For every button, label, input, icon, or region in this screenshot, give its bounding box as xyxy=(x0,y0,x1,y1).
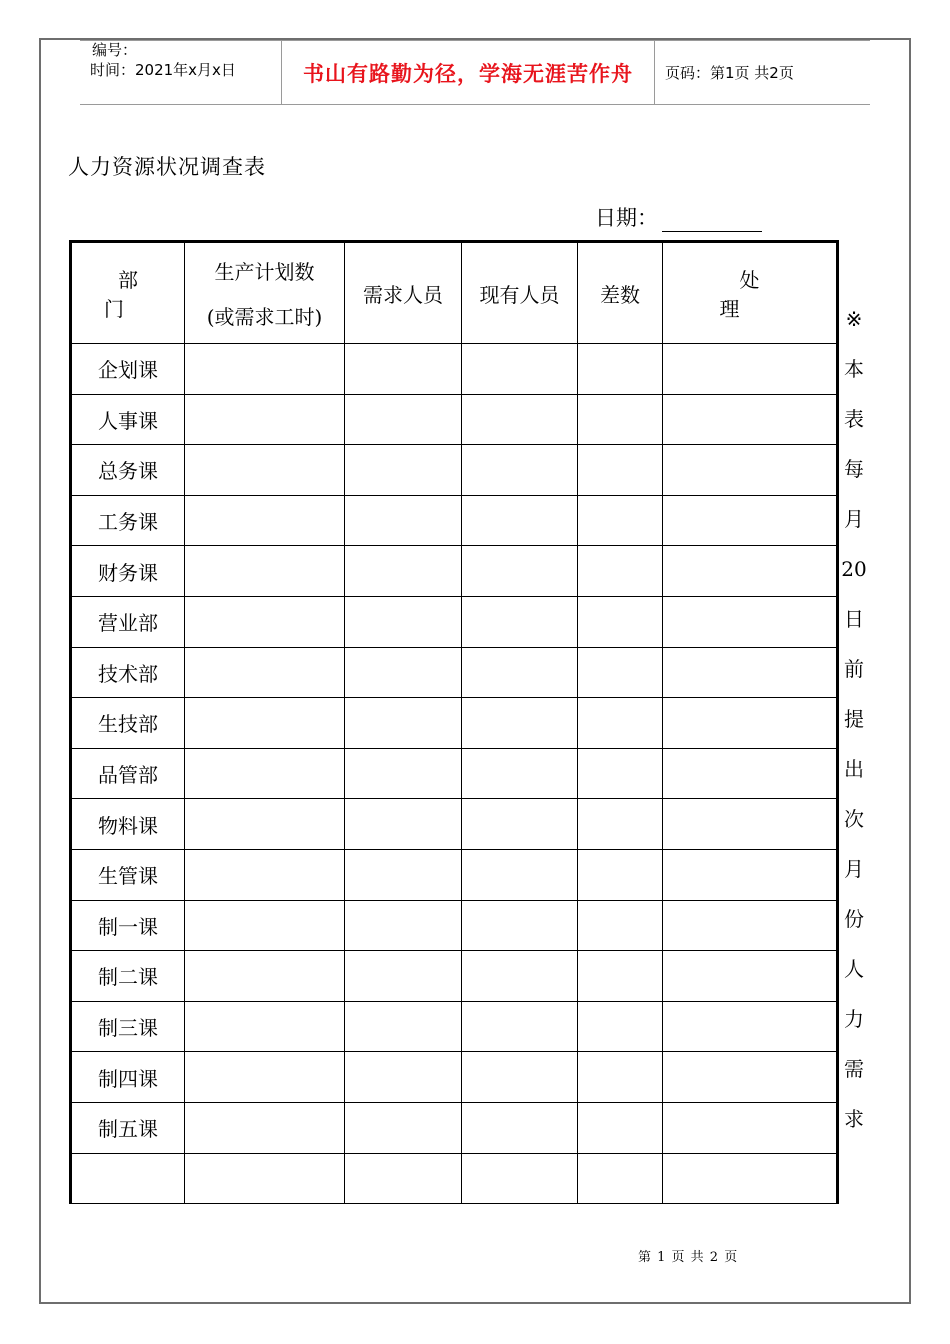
dept-cell: 生技部 xyxy=(71,698,185,749)
plan-cell[interactable] xyxy=(185,1102,345,1153)
dept-cell: 制三课 xyxy=(71,1001,185,1052)
demand-cell[interactable] xyxy=(345,1102,462,1153)
current-cell[interactable] xyxy=(462,344,578,395)
handle-cell[interactable] xyxy=(663,546,838,597)
table-row xyxy=(71,849,838,900)
header-bottom-rule xyxy=(80,104,870,105)
demand-cell[interactable] xyxy=(345,748,462,799)
handle-cell[interactable] xyxy=(663,951,838,1002)
date-blank-line[interactable] xyxy=(662,211,762,232)
demand-cell[interactable] xyxy=(345,647,462,698)
table-row xyxy=(71,394,838,445)
side-note-char: 每 xyxy=(844,457,864,481)
side-note-char: 日 xyxy=(844,607,864,631)
table-row xyxy=(71,1052,838,1103)
side-note-char: 20 xyxy=(841,557,867,581)
side-note-char: 出 xyxy=(844,757,864,781)
side-note-char: 本 xyxy=(844,357,864,381)
current-cell[interactable] xyxy=(462,1102,578,1153)
col-header-handle: 处 理 xyxy=(663,242,838,344)
col-header-current: 现有人员 xyxy=(462,242,578,344)
dept-cell: 人事课 xyxy=(71,394,185,445)
side-note-char: ※ xyxy=(845,307,863,331)
diff-cell[interactable] xyxy=(578,445,663,496)
current-cell[interactable] xyxy=(462,495,578,546)
table-row xyxy=(71,698,838,749)
diff-cell[interactable] xyxy=(578,849,663,900)
current-cell[interactable] xyxy=(462,394,578,445)
handle-cell[interactable] xyxy=(663,647,838,698)
dept-cell: 物料课 xyxy=(71,799,185,850)
plan-cell[interactable] xyxy=(185,849,345,900)
table-header-row xyxy=(71,242,838,344)
footer-page-number: 第 1 页 共 2 页 xyxy=(638,1250,739,1265)
col-header-diff: 差数 xyxy=(578,242,663,344)
table-row xyxy=(71,647,838,698)
diff-cell[interactable] xyxy=(578,748,663,799)
diff-cell[interactable] xyxy=(578,1001,663,1052)
table-row xyxy=(71,445,838,496)
dept-cell: 品管部 xyxy=(71,748,185,799)
handle-cell[interactable] xyxy=(663,748,838,799)
side-note-char: 份 xyxy=(844,907,864,931)
demand-cell[interactable] xyxy=(345,445,462,496)
plan-cell[interactable] xyxy=(185,748,345,799)
plan-cell[interactable] xyxy=(185,1153,345,1204)
time-label: 时间：2021年x月x日 xyxy=(90,61,236,79)
diff-cell[interactable] xyxy=(578,951,663,1002)
serial-number-label: 编号： xyxy=(92,41,138,59)
table-row xyxy=(71,495,838,546)
header-divider-right xyxy=(654,40,655,105)
plan-cell[interactable] xyxy=(185,344,345,395)
col-header-demand: 需求人员 xyxy=(345,242,462,344)
handle-cell[interactable] xyxy=(663,1001,838,1052)
handle-cell[interactable] xyxy=(663,1102,838,1153)
current-cell[interactable] xyxy=(462,1052,578,1103)
plan-cell[interactable] xyxy=(185,394,345,445)
plan-cell[interactable] xyxy=(185,1001,345,1052)
side-note-char: 力 xyxy=(844,1007,864,1031)
side-note-char: 表 xyxy=(844,407,864,431)
demand-cell[interactable] xyxy=(345,849,462,900)
diff-cell[interactable] xyxy=(578,799,663,850)
table-row xyxy=(71,1102,838,1153)
table-row xyxy=(71,344,838,395)
handle-cell[interactable] xyxy=(663,445,838,496)
demand-cell[interactable] xyxy=(345,698,462,749)
plan-cell[interactable] xyxy=(185,951,345,1002)
motto-text: 书山有路勤为径，学海无涯苦作舟 xyxy=(303,62,633,86)
handle-cell[interactable] xyxy=(663,799,838,850)
dept-cell xyxy=(71,1153,185,1204)
side-note xyxy=(838,302,870,1152)
side-note-char: 月 xyxy=(844,507,864,531)
demand-cell[interactable] xyxy=(345,1153,462,1204)
current-cell[interactable] xyxy=(462,1153,578,1204)
dept-cell: 制四课 xyxy=(71,1052,185,1103)
col-header-plan: 生产计划数 (或需求工时) xyxy=(185,242,345,344)
table-row xyxy=(71,546,838,597)
demand-cell[interactable] xyxy=(345,495,462,546)
handle-cell[interactable] xyxy=(663,1052,838,1103)
plan-cell[interactable] xyxy=(185,1052,345,1103)
diff-cell[interactable] xyxy=(578,1102,663,1153)
current-cell[interactable] xyxy=(462,546,578,597)
handle-cell[interactable] xyxy=(663,900,838,951)
table-row xyxy=(71,748,838,799)
col-header-dept: 部 门 xyxy=(71,242,185,344)
side-note-char: 提 xyxy=(844,707,864,731)
current-cell[interactable] xyxy=(462,1001,578,1052)
demand-cell[interactable] xyxy=(345,900,462,951)
current-cell[interactable] xyxy=(462,596,578,647)
dept-cell: 生管课 xyxy=(71,849,185,900)
header-top-rule xyxy=(80,40,870,41)
plan-cell[interactable] xyxy=(185,495,345,546)
diff-cell[interactable] xyxy=(578,546,663,597)
plan-cell[interactable] xyxy=(185,596,345,647)
demand-cell[interactable] xyxy=(345,596,462,647)
table-row xyxy=(71,799,838,850)
diff-cell[interactable] xyxy=(578,1153,663,1204)
page-code-label: 页码：第1页 共2页 xyxy=(665,64,794,82)
dept-cell: 总务课 xyxy=(71,445,185,496)
demand-cell[interactable] xyxy=(345,546,462,597)
dept-cell: 制二课 xyxy=(71,951,185,1002)
side-note-char: 前 xyxy=(844,657,864,681)
current-cell[interactable] xyxy=(462,951,578,1002)
dept-cell: 技术部 xyxy=(71,647,185,698)
current-cell[interactable] xyxy=(462,748,578,799)
plan-cell[interactable] xyxy=(185,445,345,496)
side-note-char: 需 xyxy=(844,1057,864,1081)
table-row xyxy=(71,900,838,951)
handle-cell[interactable] xyxy=(663,849,838,900)
demand-cell[interactable] xyxy=(345,799,462,850)
table-row xyxy=(71,1001,838,1052)
diff-cell[interactable] xyxy=(578,1052,663,1103)
handle-cell[interactable] xyxy=(663,1153,838,1204)
form-title: 人力资源状况调查表 xyxy=(68,155,266,179)
table-row xyxy=(71,596,838,647)
demand-cell[interactable] xyxy=(345,344,462,395)
side-note-char: 求 xyxy=(844,1107,864,1131)
demand-cell[interactable] xyxy=(345,394,462,445)
table-row xyxy=(71,951,838,1002)
hr-survey-table xyxy=(69,240,839,1204)
current-cell[interactable] xyxy=(462,445,578,496)
dept-cell: 制一课 xyxy=(71,900,185,951)
current-cell[interactable] xyxy=(462,647,578,698)
current-cell[interactable] xyxy=(462,849,578,900)
diff-cell[interactable] xyxy=(578,394,663,445)
current-cell[interactable] xyxy=(462,900,578,951)
plan-cell[interactable] xyxy=(185,647,345,698)
side-note-char: 月 xyxy=(844,857,864,881)
diff-cell[interactable] xyxy=(578,495,663,546)
date-field xyxy=(595,202,762,232)
dept-cell: 制五课 xyxy=(71,1102,185,1153)
diff-cell[interactable] xyxy=(578,647,663,698)
dept-cell: 营业部 xyxy=(71,596,185,647)
diff-cell[interactable] xyxy=(578,344,663,395)
handle-cell[interactable] xyxy=(663,596,838,647)
dept-cell: 企划课 xyxy=(71,344,185,395)
demand-cell[interactable] xyxy=(345,1052,462,1103)
current-cell[interactable] xyxy=(462,799,578,850)
date-label: 日期： xyxy=(595,206,658,230)
plan-cell[interactable] xyxy=(185,546,345,597)
diff-cell[interactable] xyxy=(578,698,663,749)
handle-cell[interactable] xyxy=(663,394,838,445)
handle-cell[interactable] xyxy=(663,495,838,546)
current-cell[interactable] xyxy=(462,698,578,749)
dept-cell: 工务课 xyxy=(71,495,185,546)
plan-cell[interactable] xyxy=(185,900,345,951)
handle-cell[interactable] xyxy=(663,344,838,395)
plan-cell[interactable] xyxy=(185,698,345,749)
plan-cell[interactable] xyxy=(185,799,345,850)
handle-cell[interactable] xyxy=(663,698,838,749)
diff-cell[interactable] xyxy=(578,596,663,647)
dept-cell: 财务课 xyxy=(71,546,185,597)
demand-cell[interactable] xyxy=(345,951,462,1002)
diff-cell[interactable] xyxy=(578,900,663,951)
side-note-char: 人 xyxy=(844,957,864,981)
side-note-char: 次 xyxy=(844,807,864,831)
table-row xyxy=(71,1153,838,1204)
demand-cell[interactable] xyxy=(345,1001,462,1052)
